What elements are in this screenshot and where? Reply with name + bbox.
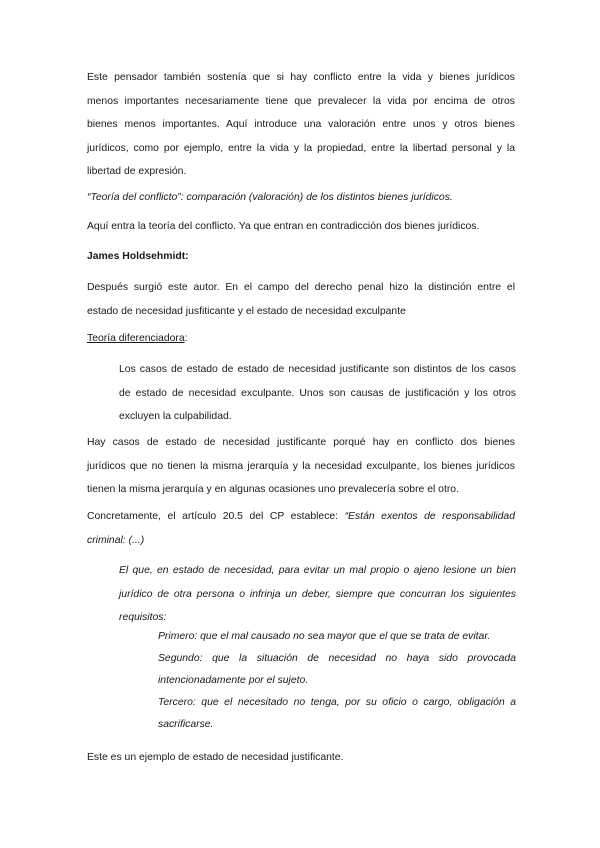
requisite-primero: Primero: que el mal causado no sea mayor que el que se trata de evitar. <box>158 631 491 642</box>
text-line: Aquí entra la teoría del conflicto. Ya que entran en contradicción dos bienes jurídicos. <box>87 221 480 232</box>
paragraph-hay-casos <box>87 431 515 502</box>
requisite-tercero-line: Tercero: que el necesitado no tenga, por su oficio o cargo, obligación a <box>158 697 516 708</box>
text-line: requisitos: <box>119 612 167 623</box>
text-normal: Concretamente, el artículo 20.5 del CP establece: <box>87 511 345 522</box>
text-line: excluyen la culpabilidad. <box>119 411 232 422</box>
text-line: jurídicos, como por ejemplo, entre la vida y la propiedad, entre la libertad personal y la <box>87 142 515 154</box>
text-line: menos importantes necesariamente tiene que prevalecer la vida por encima de otros <box>87 95 515 107</box>
text-line: Los casos de estado de estado de necesidad justificante son distintos de los casos <box>119 364 516 375</box>
text-line: jurídicos que no tienen la misma jerarquía y la necesidad exculpante, los bienes jurídicos <box>87 460 515 472</box>
paragraph-despues-surgio <box>87 276 515 323</box>
subheading-teoria-diferenciadora <box>87 327 515 351</box>
text-italic: “Están exentos de responsabilidad <box>344 511 515 522</box>
paragraph-teoria-conflicto <box>87 186 515 210</box>
text-line: Este es un ejemplo de estado de necesidad justificante. <box>87 752 344 763</box>
paragraph-ejemplo <box>87 746 515 770</box>
text-line: jurídico de otra persona o infrinja un deber, siempre que concurran los siguientes <box>119 588 516 600</box>
paragraph-concretamente <box>87 505 515 552</box>
requisites-list <box>158 626 516 736</box>
heading-james-holdsehmidt <box>87 245 515 269</box>
paragraph-pensador <box>87 66 515 184</box>
subheading-text: Teoría diferenciadora <box>87 333 185 344</box>
text-line: de estado de necesidad exculpante. Unos son causas de justificación y los otros <box>119 387 516 399</box>
requisite-tercero-line: sacrificarse. <box>158 719 214 730</box>
text-line: tienen la misma jerarquía y en algunas ocasiones uno prevalecería sobre el otro. <box>87 484 459 495</box>
subheading-line <box>87 327 515 351</box>
text-line: estado de necesidad jusfiticante y el estado de necesidad exculpante <box>87 305 406 317</box>
text-line: criminal: (...) <box>87 534 145 546</box>
heading-text: James Holdsehmidt: <box>87 251 189 262</box>
paragraph-casos-estado <box>119 358 516 429</box>
text-line: El que, en estado de necesidad, para evitar un mal propio o ajeno lesione un bien <box>119 565 516 576</box>
text-line: Después surgió este autor. En el campo del derecho penal hizo la distinción entre el <box>87 282 515 293</box>
text-line <box>87 505 515 529</box>
text-line: Este pensador también sostenía que si hay conflicto entre la vida y bienes jurídicos <box>87 72 515 83</box>
quote-estado-necesidad <box>119 559 516 630</box>
text-line: “Teoría del conflicto”: comparación (valoración) de los distintos bienes jurídicos. <box>87 192 453 203</box>
text-line: bienes menos importantes. Aquí introduce una valoración entre unos y otros bienes <box>87 119 515 130</box>
subheading-colon: : <box>184 333 188 344</box>
paragraph-aqui-entra <box>87 215 515 239</box>
requisite-segundo-line: Segundo: que la situación de necesidad no haya sido provocada <box>158 653 516 664</box>
requisite-segundo-line: intencionadamente por el sujeto. <box>158 675 309 686</box>
text-line: Hay casos de estado de necesidad justificante porqué hay en conflicto dos bienes <box>87 437 515 448</box>
text-line: libertad de expresión. <box>87 166 187 177</box>
